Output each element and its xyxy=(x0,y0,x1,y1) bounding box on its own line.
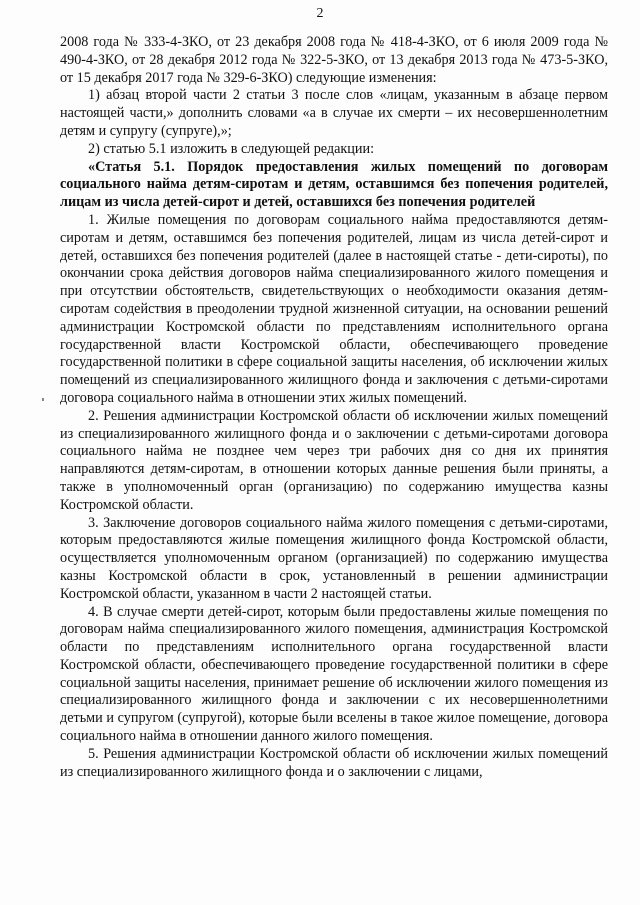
article-part-3: 3. Заключение договоров социального найма жилого помещения с детьми-сиротами, которым предоставляются жилые помещения жилищного фонда Костромской области, осуществляется уполномоченным органом (организацией) по содержанию имущества казны Костромской области в срок, установленный в решении администрации Костромской области, указанном в части 2 настоящей статьи. xyxy=(60,514,608,602)
paragraph-amendments-intro: 2008 года № 333-4-ЗКО, от 23 декабря 2008 года № 418-4-ЗКО, от 6 июля 2009 года № 490-4-ЗКО, от 28 декабря 2012 года № 322-5-ЗКО, от 13 декабря 2013 года № 473-5-ЗКО, от 15 декабря 2017 года № 329-6-ЗКО) следующие изменения: xyxy=(60,34,608,86)
paragraph-item-2: 2) статью 5.1 изложить в следующей редакции: xyxy=(88,140,375,157)
paragraph-item-1: 1) абзац второй части 2 статьи 3 после слов «лицам, указанным в абзаце первом настоящей части,» дополнить словами «а в случае их смерти – их несовершеннолетним детям и супругу (супруге),»; xyxy=(60,87,608,139)
article-heading: «Статья 5.1. Порядок предоставления жилых помещений по договорам социального найма детям-сиротам и детям, оставшимся без попечения родителей, лицам из числа детей-сирот и детей, оставшихся без попечения родителей xyxy=(60,158,608,211)
document-body xyxy=(60,34,608,781)
margin-mark xyxy=(42,398,44,401)
article-part-4: 4. В случае смерти детей-сирот, которым были предоставлены жилые помещения по договорам найма специализированного жилого помещения, администрация Костромской области по представлениям исполнительного органа государственной власти Костромской области, обеспечивающего проведение государственной политики в сфере социальной защиты населения, принимает решение об исключении жилого помещения из специализированного жилищного фонда и заключении с их несовершеннолетними детьми и супругом (супругой), которые были вселены в такое жилое помещение, договора социального найма в отношении данного жилого помещения. xyxy=(60,603,608,745)
article-part-5: 5. Решения администрации Костромской области об исключении жилых помещений из специализированного жилищного фонда и о заключении с лицами, xyxy=(60,745,608,780)
article-part-1: 1. Жилые помещения по договорам социального найма предоставляются детям-сиротам и детям, оставшимся без попечения родителей, лицам из числа детей-сирот и детей, оставшихся без попечения родителей (далее в настоящей статье - дети-сироты), по окончании срока действия договоров найма специализированного жилого помещения и при отсутствии обстоятельств, свидетельствующих о необходимости оказания детям-сиротам содействия в преодолении трудной жизненной ситуации, на основании решений администрации Костромской области по представлениям исполнительного органа государственной власти Костромской области, обеспечивающего проведение государственной политики в сфере социальной защиты населения, об исключении жилых помещений из специализированного жилищного фонда и заключения с детьми-сиротами договора социального найма в отношении этих жилых помещений. xyxy=(60,211,608,406)
page-number: 2 xyxy=(316,6,324,21)
article-part-2: 2. Решения администрации Костромской области об исключении жилых помещений из специализированного жилищного фонда и о заключении с детьми-сиротами договора социального найма не позднее чем через три рабочих дня со дня их принятия направляются детям-сиротам, в отношении которых данные решения были приняты, а также в уполномоченный орган (организацию) по содержанию имущества казны Костромской области. xyxy=(60,407,608,513)
